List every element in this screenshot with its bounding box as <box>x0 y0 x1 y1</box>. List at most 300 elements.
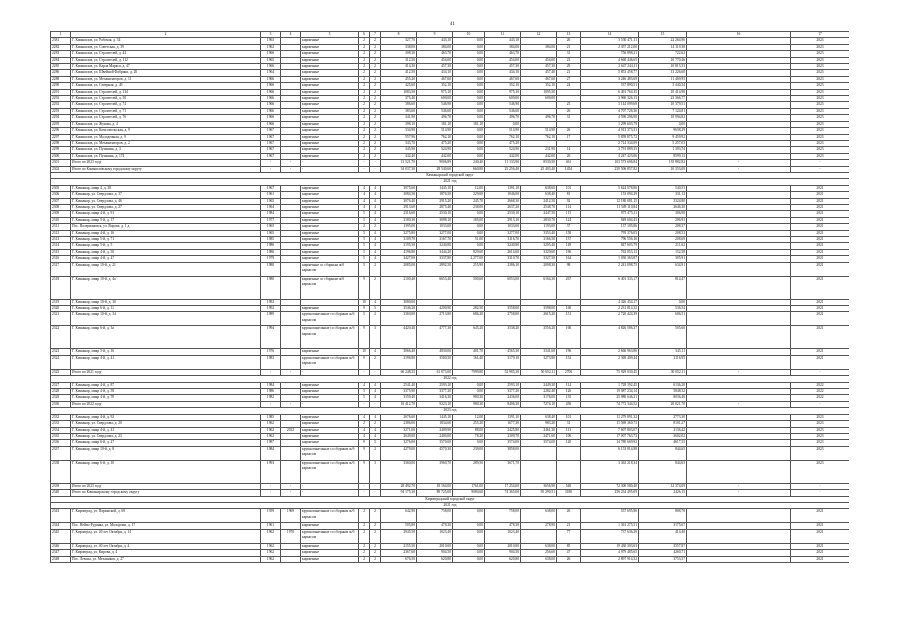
table-cell: 2 <box>359 57 370 63</box>
table-cell: 2021 <box>791 249 850 255</box>
table-cell: Г. Качканар, микр 4-й, д. 91 <box>71 211 261 217</box>
table-cell: 2 <box>359 102 370 108</box>
table-cell: Г. Качканар, ул. Свердлова, д. 37 <box>71 192 261 198</box>
table-cell: 2320 <box>51 306 71 312</box>
table-cell: 1 030 363,87 <box>581 256 639 262</box>
table-cell: 3427,00 <box>381 256 417 262</box>
table-cell: Г. Качканар, микр 4-й, д. 16 <box>71 230 261 236</box>
table-cell: кирпичные <box>301 550 359 556</box>
table-cell: 2 <box>359 153 370 159</box>
table-cell <box>687 556 791 562</box>
table-cell: 208,37 <box>639 224 687 230</box>
table-cell: кирпичные <box>301 128 359 134</box>
table-cell: 0,00 <box>485 121 521 127</box>
table-cell: 546,60 <box>485 108 521 114</box>
table-cell: 1966 <box>261 115 281 121</box>
table-cell: 980,30 <box>453 395 485 401</box>
table-cell: Г. Качканар, микр 5-й, д. 17 <box>71 217 261 223</box>
table-cell: 1992 <box>261 306 281 312</box>
table-cell: кирпичные <box>301 249 359 255</box>
table-cell: 537 695,86 <box>581 509 639 523</box>
table-cell: 1193,00 <box>521 224 557 230</box>
table-cell: 620,80 <box>417 556 453 562</box>
table-cell: - <box>261 369 281 375</box>
table-cell: 2023 <box>791 460 850 483</box>
table-cell: 467,60 <box>485 76 521 82</box>
table-cell: 2021 <box>791 243 850 249</box>
table-cell: Г. Качканар, микр 10-й, д. 8 <box>71 446 261 460</box>
table-cell: Г. Кировград, ул. Кирова, д. 4 <box>71 550 261 556</box>
column-number: 6 <box>359 32 370 38</box>
table-cell: 2323 <box>51 349 71 355</box>
table-cell: 1 393,74 <box>639 147 687 153</box>
table-cell: 1967 <box>261 134 281 140</box>
table-cell: 1761,00 <box>453 483 485 489</box>
table-cell: 398,10 <box>381 121 417 127</box>
table-cell: 467,60 <box>521 76 557 82</box>
table-cell: 0,00 <box>453 140 485 146</box>
table-cell: 2593,10 <box>417 382 453 388</box>
table-cell: 478,30 <box>417 523 453 529</box>
table-cell: 2 <box>370 51 381 57</box>
table-cell: 2 <box>370 509 381 523</box>
table-cell: 2155,50 <box>381 543 417 549</box>
table-cell: 2915,20 <box>417 198 453 204</box>
section-title: Кировградский городской округ <box>51 496 850 502</box>
table-cell: Г. Камышлов, ул. Строителей, д. 134 <box>71 89 261 95</box>
column-number: 12 <box>521 32 557 38</box>
table-cell: 2 <box>370 76 381 82</box>
table-cell: 478,30 <box>485 523 521 529</box>
table-cell: кирпичные <box>301 427 359 433</box>
table-cell: 74 365,00 <box>485 490 521 496</box>
table-cell: 758,00 <box>417 509 453 523</box>
table-cell: 980,30 <box>453 401 485 407</box>
table-cell: 9638,29 <box>639 128 687 134</box>
table-cell: 496,70 <box>521 115 557 121</box>
table-cell: 2 <box>370 276 381 299</box>
table-cell: 1985 <box>261 237 281 243</box>
table-cell: 352,10 <box>485 83 521 89</box>
table-cell: 2330 <box>51 401 71 407</box>
table-cell: 1395,00 <box>381 224 417 230</box>
table-cell: 2 <box>359 70 370 76</box>
table-cell: кирпичные <box>301 192 359 198</box>
table-cell: 2 <box>359 83 370 89</box>
table-cell: 0,00 <box>453 556 485 562</box>
table-cell: 0,00 <box>453 96 485 102</box>
table-cell: 2 <box>370 153 381 159</box>
table-cell: 3556,20 <box>521 326 557 349</box>
table-cell: 196 <box>557 249 581 255</box>
table-cell: 3 960 326,13 <box>581 96 639 102</box>
table-cell: 2290 <box>51 83 71 89</box>
table-cell: 756 898,21 <box>581 51 639 57</box>
table-cell: 289,50 <box>453 460 485 483</box>
table-cell: 4196,80 <box>381 249 417 255</box>
table-cell: Г. Качканар, микр 6-й, д. 11 <box>71 306 261 312</box>
table-cell: 3310,70 <box>485 256 521 262</box>
table-cell: 4 <box>359 204 370 210</box>
table-cell: 2316 <box>51 256 71 262</box>
table-cell: 676,50 <box>381 556 417 562</box>
table-cell: 9 <box>359 446 370 460</box>
table-cell: 383,60 <box>381 108 417 114</box>
table-cell: 540 <box>557 483 581 489</box>
table-cell: 28 540,60 <box>417 166 453 172</box>
table-cell: 0,00 <box>453 389 485 395</box>
table-cell: 1980 <box>261 262 281 276</box>
table-cell: 4 <box>370 204 381 210</box>
table-cell: 434,10 <box>485 70 521 76</box>
table-cell: 10 414,90 <box>639 89 687 95</box>
table-cell: - <box>370 490 381 496</box>
table-cell: 256 234 495,09 <box>581 490 639 496</box>
table-row <box>51 556 850 562</box>
table-cell: 2328 <box>51 389 71 395</box>
table-cell: 256,60 <box>521 550 557 556</box>
table-cell: 20 021,70 <box>639 401 687 407</box>
table-cell: - <box>301 369 359 375</box>
table-cell: 4 <box>370 249 381 255</box>
table-cell: 9 <box>359 355 370 369</box>
table-cell: 0,00 <box>639 121 687 127</box>
table-cell: 2830,70 <box>521 217 557 223</box>
table-cell: 2311 <box>51 224 71 230</box>
table-cell: 5 <box>359 312 370 326</box>
table-cell: крупнопанельные со сборным ж/б каркасом <box>301 509 359 523</box>
table-cell: 2021 <box>791 230 850 236</box>
table-cell: 2 <box>359 523 370 529</box>
table-cell: 2593,10 <box>485 382 521 388</box>
table-cell: Г. Качканар, микр 5-й, д. 5 <box>71 243 261 249</box>
table-cell: 101 <box>557 185 581 191</box>
table-cell: 2023 <box>791 440 850 446</box>
table-cell: 2 <box>370 421 381 427</box>
table-cell: Итого по 2023 году <box>71 160 261 166</box>
table-cell: 26 <box>557 38 581 44</box>
table-cell: 2 <box>370 115 381 121</box>
table-cell: 2367,60 <box>381 550 417 556</box>
table-cell: 2649,00 <box>381 433 417 439</box>
table-cell: 847 603,79 <box>581 243 639 249</box>
table-cell: 3 363 218,34 <box>581 460 639 483</box>
table-cell: кирпичные <box>301 89 359 95</box>
table-cell: 2 <box>370 44 381 50</box>
table-cell <box>687 355 791 369</box>
table-cell: 983,20 <box>521 421 557 427</box>
table-cell: 401,70 <box>453 349 485 355</box>
table-cell: 4420,40 <box>381 326 417 349</box>
table-cell: Г. Качканар, микр 10-й, д. 4а <box>71 276 261 299</box>
table-cell: 196 <box>557 349 581 355</box>
table-cell: Г. Камышлов, ул. Рабочая, д. 34 <box>71 38 261 44</box>
table-cell: 7 124,81 <box>639 108 687 114</box>
table-cell: крупнопанельные со сборным ж/б каркасом <box>301 326 359 349</box>
table-cell: 4279,00 <box>381 446 417 460</box>
table-cell: 1962 <box>261 427 281 433</box>
table-cell: 505,60 <box>639 326 687 349</box>
table-cell: кирпичные <box>301 243 359 249</box>
table-cell: 2282,40 <box>521 389 557 395</box>
table-cell <box>687 312 791 326</box>
table-cell: 208,69 <box>639 237 687 243</box>
table-cell: 620,80 <box>485 556 521 562</box>
table-cell: 4 <box>370 230 381 236</box>
table-cell: 238,00 <box>453 204 485 210</box>
table-cell: 2307 <box>51 198 71 204</box>
table-cell: 2 <box>370 102 381 108</box>
table-cell: 3337,80 <box>417 256 453 262</box>
table-cell: 66 248,35 <box>381 369 417 375</box>
table-cell <box>687 276 791 299</box>
table-cell: 1961 <box>261 523 281 529</box>
table-cell: Г. Камышлов, ул. Строителей, д. 44 <box>71 51 261 57</box>
table-cell: 2541,40 <box>381 382 417 388</box>
section-title: 2022 год <box>51 376 850 382</box>
table-cell: 12,00 <box>453 185 485 191</box>
table-cell: 9 <box>359 440 370 446</box>
table-cell: 4 660 446,65 <box>581 57 639 63</box>
table-cell: 2436,00 <box>485 395 521 401</box>
table-cell: 2298 <box>51 140 71 146</box>
table-cell: 10 379,51 <box>639 102 687 108</box>
table-cell: 3341,60 <box>521 349 557 355</box>
table-cell: 4 <box>370 382 381 388</box>
table-cell: 2313 <box>51 237 71 243</box>
table-cell: 2 <box>370 140 381 146</box>
table-cell: - <box>281 401 301 407</box>
table-cell: 3076,40 <box>381 198 417 204</box>
table-cell: 2023 <box>791 433 850 439</box>
table-cell: кирпичные <box>301 57 359 63</box>
table-cell: Г. Камышлов, ул. Механизаторов, д. 2 <box>71 140 261 146</box>
table-cell: кирпичные <box>301 523 359 529</box>
table-cell: 4 <box>370 427 381 433</box>
table-cell: 2302 <box>51 166 71 172</box>
table-cell: 3167,70 <box>417 237 453 243</box>
table-cell: 642,90 <box>381 509 417 523</box>
table-cell: 4 826 586,37 <box>581 326 639 349</box>
table-cell: 3377,20 <box>485 389 521 395</box>
table-cell: 114 <box>557 204 581 210</box>
table-cell: кирпичные <box>301 102 359 108</box>
table-cell: - <box>301 166 359 172</box>
column-number: 8 <box>381 32 417 38</box>
table-cell: 9 <box>359 276 370 299</box>
table-cell: Г. Качканар, ул. Свердлова, д. 46 <box>71 198 261 204</box>
table-cell: 1961 <box>261 192 281 198</box>
table-cell: 245,70 <box>453 198 485 204</box>
column-number: 3 <box>261 32 281 38</box>
table-cell: 2021 <box>791 299 850 305</box>
table-cell: - <box>359 166 370 172</box>
table-cell: 475,20 <box>485 140 521 146</box>
table-cell: 3329,60 <box>521 249 557 255</box>
table-cell: 1992 <box>261 299 281 305</box>
table-row <box>51 509 850 523</box>
table-cell: крупнопанельные со сборным ж/б каркасом <box>301 460 359 483</box>
table-cell: 2 <box>370 355 381 369</box>
table-cell: 77 <box>557 529 581 543</box>
table-cell: 496,70 <box>485 115 521 121</box>
table-cell: 454,00 <box>521 57 557 63</box>
table-cell: - <box>301 483 359 489</box>
table-cell: Г. Камышлов, ул. Пушкина, д. 174 <box>71 153 261 159</box>
table-cell: 2 <box>359 556 370 562</box>
table-cell: 2021 <box>791 543 850 549</box>
table-cell: 2023 <box>791 446 850 460</box>
table-cell: 21 <box>557 70 581 76</box>
table-cell: 2 <box>359 224 370 230</box>
table-cell: 211,62 <box>639 243 687 249</box>
table-cell: 2 <box>370 446 381 460</box>
table-body <box>51 32 850 563</box>
table-cell: 2 <box>359 509 370 523</box>
table-cell: 3375,90 <box>381 389 417 395</box>
table-cell: 2 <box>370 134 381 140</box>
table-cell: 1964 <box>261 204 281 210</box>
table-cell: 425,60 <box>381 83 417 89</box>
table-cell: 1989 <box>261 312 281 326</box>
table-cell: кирпичные <box>301 121 359 127</box>
table-cell: 6653,40 <box>417 276 453 299</box>
table-cell: 267 <box>557 276 581 299</box>
table-cell: 9 <box>359 306 370 312</box>
table-cell: 0,00 <box>453 51 485 57</box>
table-cell: 1986 <box>261 243 281 249</box>
table-cell: кирпичные <box>301 382 359 388</box>
table-cell: 3656,90 <box>521 483 557 489</box>
table-cell: 638,60 <box>521 185 557 191</box>
table-cell: 2 357 212,00 <box>581 44 639 50</box>
table-cell: 208,53 <box>639 230 687 236</box>
table-cell <box>687 460 791 483</box>
table-cell: 2548,70 <box>521 204 557 210</box>
table-cell: 461 <box>557 160 581 166</box>
table-cell: 1445,10 <box>417 185 453 191</box>
table-cell: 0,00 <box>453 128 485 134</box>
table-cell: кирпичные <box>301 389 359 395</box>
table-cell: 2021 <box>791 204 850 210</box>
table-cell: 2306 <box>51 192 71 198</box>
table-cell: 557,96 <box>381 134 417 140</box>
table-cell: 2 <box>359 115 370 121</box>
table-cell: 2085,00 <box>381 262 417 276</box>
table-cell: 2 <box>370 96 381 102</box>
table-cell: кирпичные <box>301 230 359 236</box>
table-cell: 2023 <box>791 140 850 146</box>
table-cell: Г. Качканар, микр 4-й, д. 78 <box>71 395 261 401</box>
table-cell: 4 <box>359 198 370 204</box>
table-cell: 2530,10 <box>485 211 521 217</box>
table-cell <box>687 262 791 276</box>
table-cell: 0,00 <box>453 543 485 549</box>
table-cell: 152,58 <box>639 249 687 255</box>
table-cell: 352,10 <box>417 83 453 89</box>
table-cell: 0,00 <box>453 89 485 95</box>
table-cell: 250 506 857,82 <box>581 166 639 172</box>
table-cell: 2023 <box>791 76 850 82</box>
table-cell: 152 <box>557 355 581 369</box>
table-cell: 0,00 <box>453 224 485 230</box>
table-cell: 81 <box>557 192 581 198</box>
table-cell: 11 279 891,32 <box>581 414 639 420</box>
table-cell: Г. Качканар, микр 5-й, д. 16 <box>71 349 261 355</box>
table-cell: 762,10 <box>417 134 453 140</box>
table-cell: 2 <box>370 64 381 70</box>
table-cell: 151 <box>557 312 581 326</box>
table-cell: 34 037,30 <box>381 166 417 172</box>
table-cell: 2293 <box>51 108 71 114</box>
table-cell: 23 <box>557 57 581 63</box>
table-row <box>51 529 850 543</box>
column-number: 4 <box>281 32 301 38</box>
table-cell: 4 <box>370 198 381 204</box>
table-cell: 2333 <box>51 421 71 427</box>
table-cell: 21 <box>557 44 581 50</box>
table-cell: 0,00 <box>453 230 485 236</box>
table-cell: 2100,40 <box>381 276 417 299</box>
table-cell: 1967 <box>261 185 281 191</box>
table-cell: 1965 <box>261 57 281 63</box>
table-cell: 14 <box>557 147 581 153</box>
table-cell: 1966 <box>261 51 281 57</box>
table-cell: 2305 <box>51 185 71 191</box>
table-cell: 2021 <box>791 523 850 529</box>
table-cell: 3 246 483,69 <box>581 76 639 82</box>
table-cell: 1033,00 <box>417 224 453 230</box>
table-cell: 2318 <box>51 276 71 299</box>
table-cell: 11 133,90 <box>485 160 521 166</box>
table-cell: - <box>281 483 301 489</box>
table-cell: 2 <box>370 70 381 76</box>
table-cell: 12 374,09 <box>639 483 687 489</box>
table-row <box>51 355 850 369</box>
table-cell: 26 <box>557 153 581 159</box>
table-cell: 7274,10 <box>521 401 557 407</box>
table-cell: 3277,00 <box>485 230 521 236</box>
table-cell: 2713,80 <box>417 312 453 326</box>
table-cell: Г. Качканар, микр 4-й, д. 41 <box>71 355 261 369</box>
table-cell: 94 175,30 <box>381 490 417 496</box>
table-cell: 375,40 <box>381 96 417 102</box>
table-cell: 2309,70 <box>485 433 521 439</box>
table-cell: 384,00 <box>521 44 557 50</box>
table-cell: 3066,40 <box>381 349 417 355</box>
table-cell: 17 <box>557 134 581 140</box>
table-cell: 3240,80 <box>417 243 453 249</box>
table-cell: крупнопанельные со сборным ж/б каркасом <box>301 446 359 460</box>
table-cell: Г. Качканар, микр 10-й, д. 21 <box>71 262 261 276</box>
table-cell: 796 556,16 <box>581 237 639 243</box>
table-cell: 638,40 <box>521 192 557 198</box>
table-cell: 5 <box>359 243 370 249</box>
table-cell: 2 720 424,39 <box>581 312 639 326</box>
table-cell: 1983 <box>261 355 281 369</box>
table-cell <box>687 509 791 523</box>
table-cell: 524,90 <box>485 147 521 153</box>
table-cell: 1969 <box>281 509 301 523</box>
section-title: Качканарский городской округ <box>51 172 850 178</box>
table-cell: 2021 <box>791 217 850 223</box>
table-cell: кирпичные <box>301 51 359 57</box>
table-cell: - <box>359 490 370 496</box>
table-cell: 282,50 <box>453 306 485 312</box>
table-cell: 4 <box>370 433 381 439</box>
table-cell: 14 119,38 <box>639 44 687 50</box>
table-cell: 1962 <box>261 44 281 50</box>
